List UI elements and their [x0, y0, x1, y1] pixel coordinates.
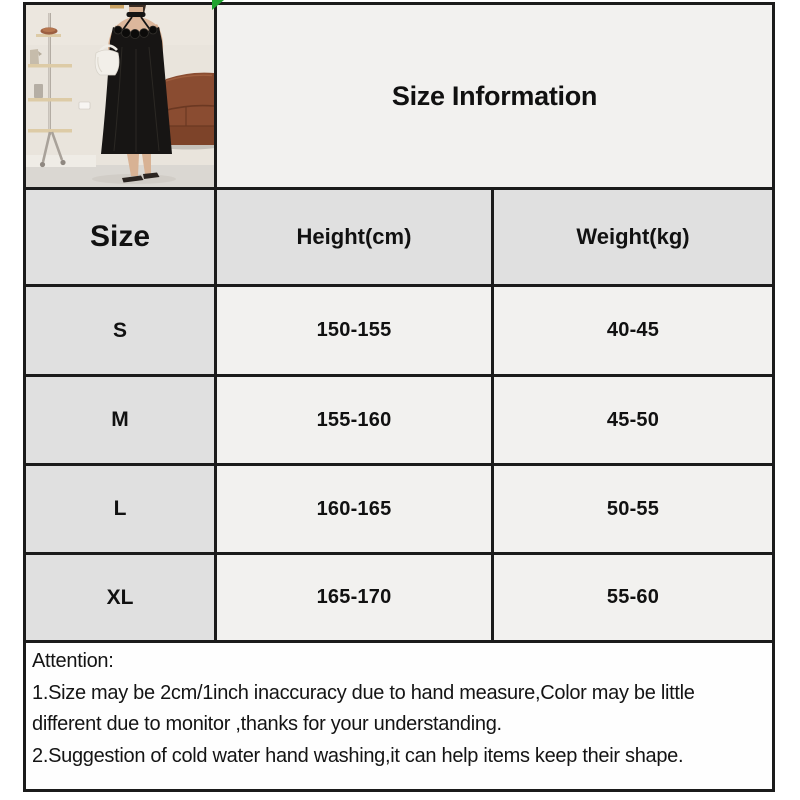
size-cell: L — [26, 466, 214, 552]
column-header-weight: Weight(kg) — [494, 190, 772, 284]
weight-cell: 50-55 — [494, 466, 772, 552]
height-cell: 150-155 — [217, 287, 491, 374]
size-cell: XL — [26, 555, 214, 640]
title-cell — [217, 5, 772, 187]
height-cell: 155-160 — [217, 377, 491, 463]
attention-line: different due to monitor ,thanks for your understanding. — [32, 713, 502, 735]
weight-cell: 45-50 — [494, 377, 772, 463]
attention-line: 2.Suggestion of cold water hand washing,it can help items keep their shape. — [32, 744, 684, 767]
choker — [127, 12, 146, 17]
size-cell: S — [26, 287, 214, 374]
size-table — [23, 2, 775, 792]
hair-highlight — [110, 5, 124, 9]
page-title: Size Information — [391, 80, 598, 111]
product-photo — [26, 5, 214, 187]
weight-cell: 40-45 — [494, 287, 772, 374]
weight-cell: 55-60 — [494, 555, 772, 640]
attention-line: 1.Size may be 2cm/1inch inaccuracy due to hand measure,Color may be little — [32, 681, 695, 704]
attention-box — [26, 643, 772, 789]
column-header-size: Size — [26, 190, 214, 284]
height-cell: 165-170 — [217, 555, 491, 640]
attention-line: Attention: — [32, 650, 114, 672]
height-cell: 160-165 — [217, 466, 491, 552]
size-cell: M — [26, 377, 214, 463]
wall-socket — [79, 102, 90, 109]
column-header-height: Height(cm) — [217, 190, 491, 284]
product-photo-illustration — [26, 5, 214, 187]
